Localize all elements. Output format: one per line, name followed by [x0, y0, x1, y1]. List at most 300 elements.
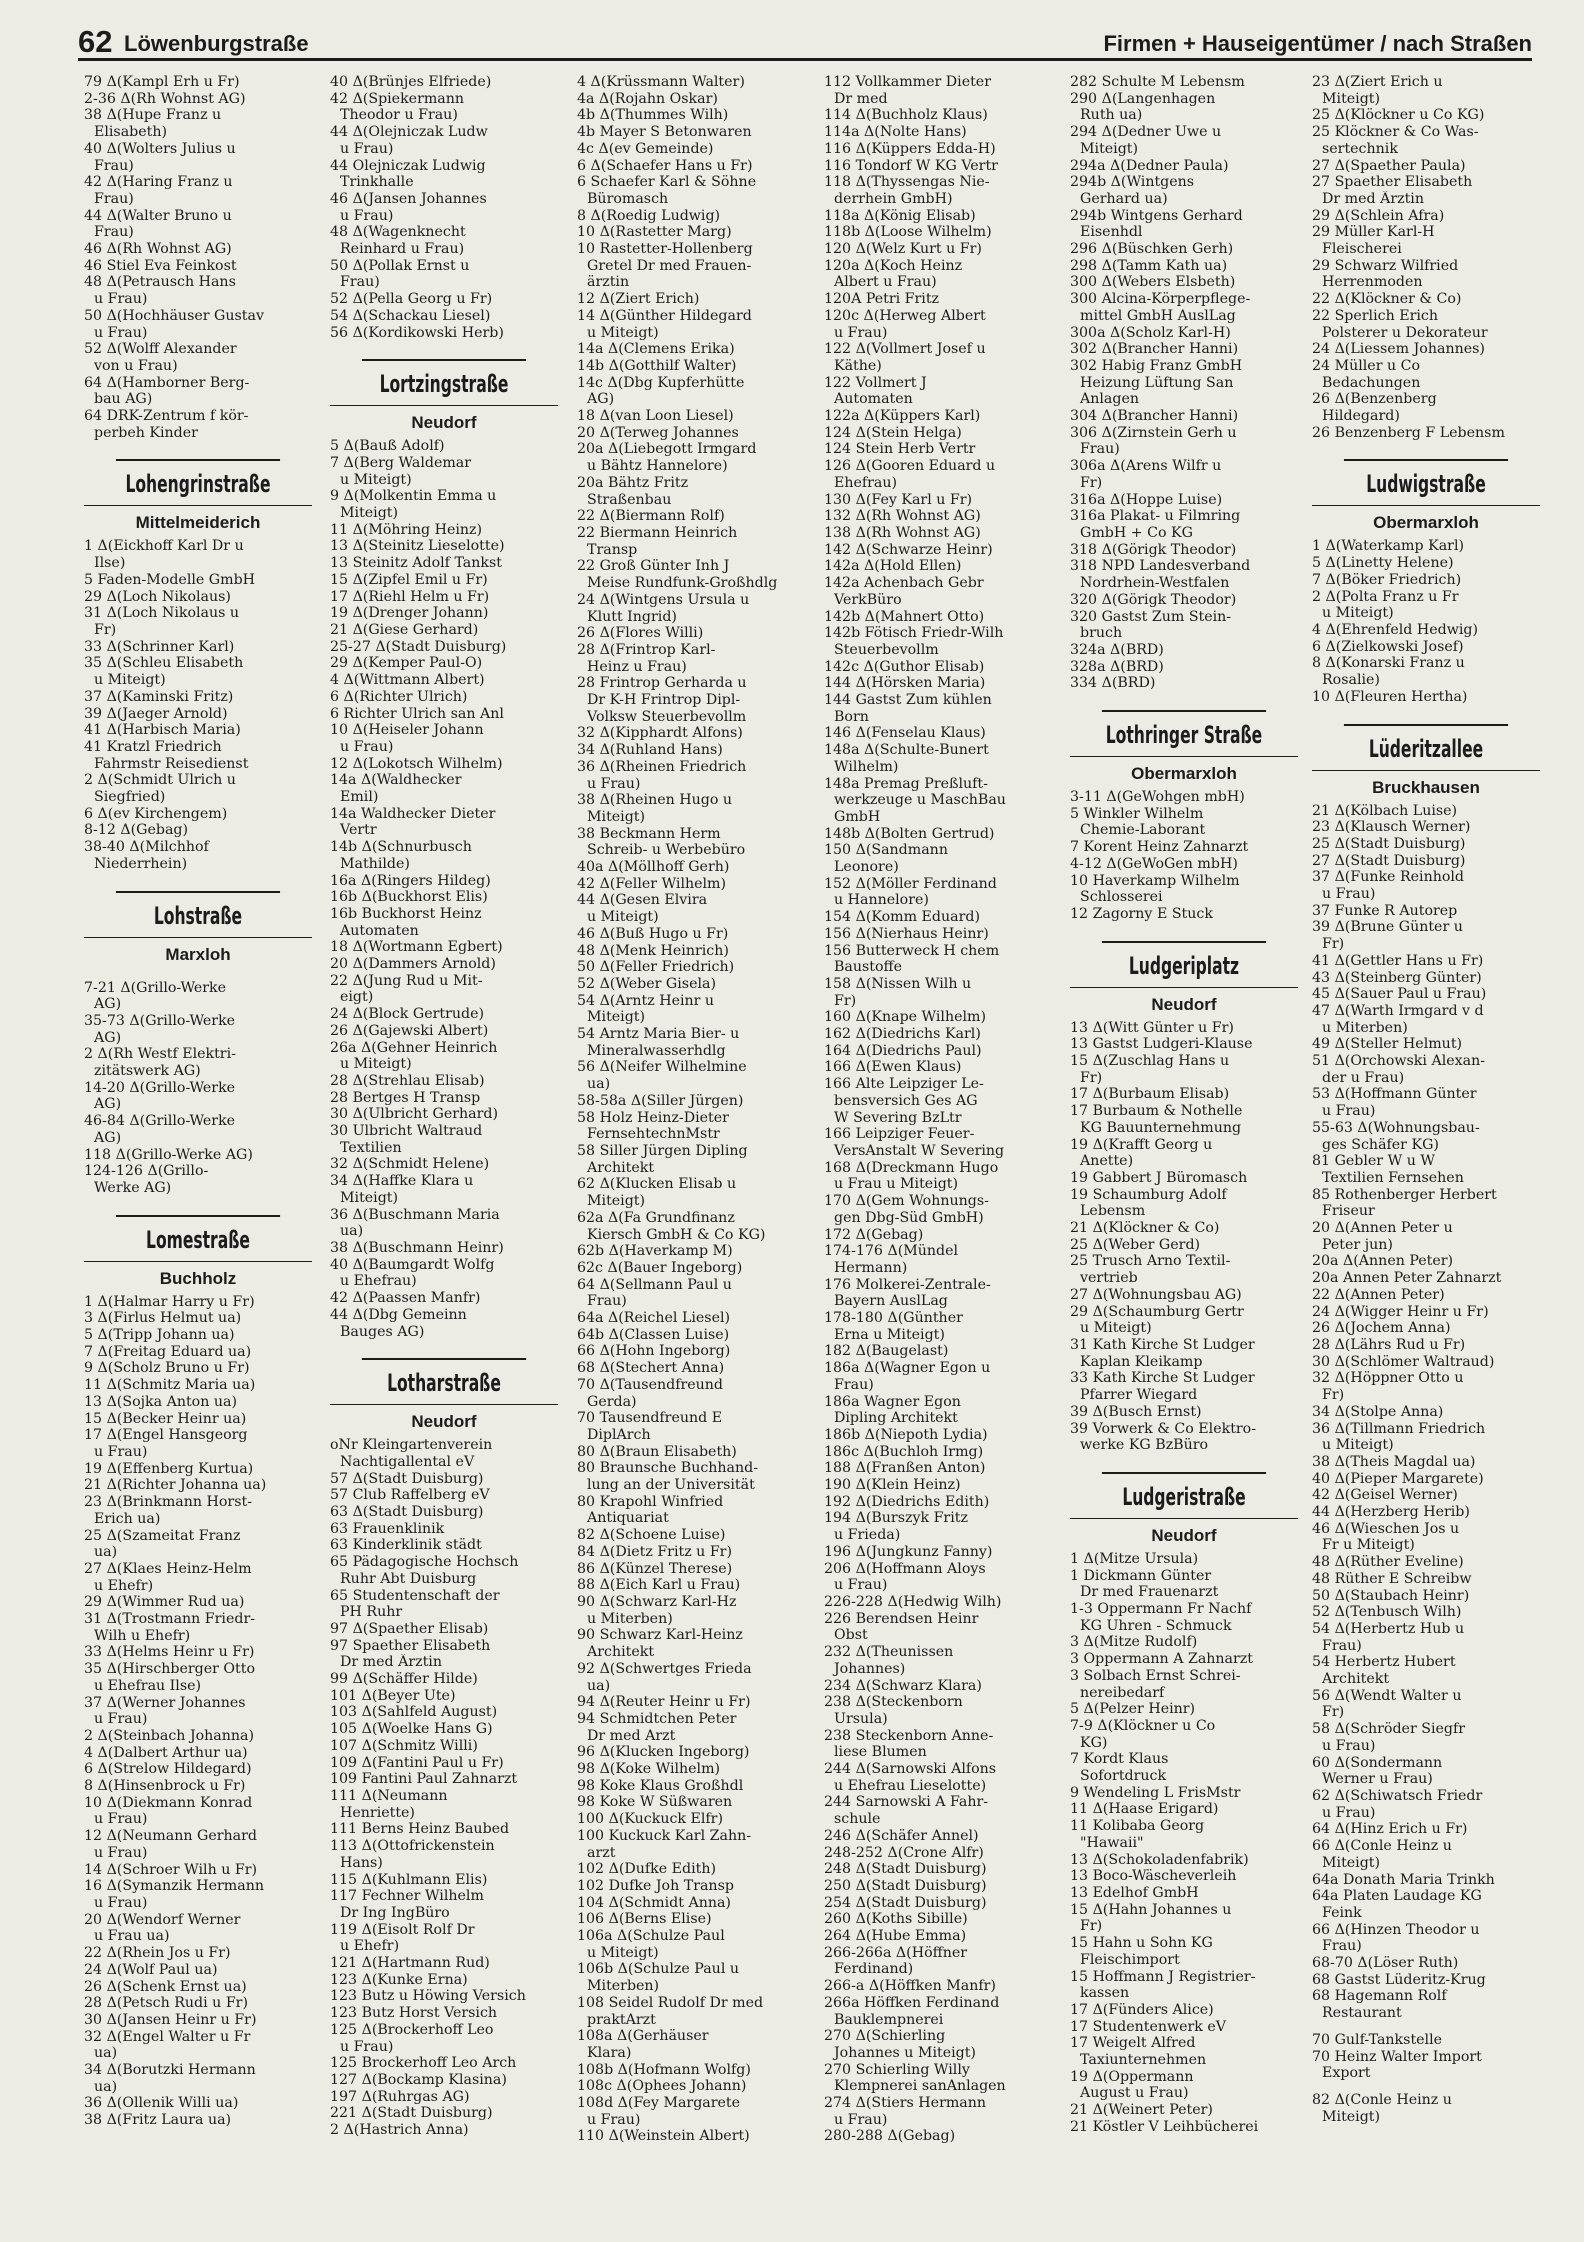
entry: 46 Δ(Jansen Johannes [330, 190, 487, 207]
entry: 294a Δ(Dedner Paula) [1070, 157, 1229, 174]
entry: 38 Δ(Hupe Franz u [84, 107, 222, 124]
entry: 100 Δ(Kuckuck Elfr) [577, 1811, 723, 1828]
entry: 38 Δ(Theis Magdal ua) [1312, 1453, 1476, 1470]
entry: 4 Δ(Krüssmann Walter) [577, 74, 745, 90]
entry: 120 Δ(Welz Kurt u Fr) [824, 241, 982, 258]
entry-continuation: Sofortdruck [1080, 1768, 1167, 1785]
entry-continuation: Frau) [94, 157, 134, 174]
entry-continuation: Automaten [340, 922, 419, 939]
entry-continuation: Hermann) [834, 1259, 908, 1276]
entry: 84 Δ(Dietz Fritz u Fr) [577, 1543, 732, 1560]
entry: 43 Δ(Steinberg Günter) [1312, 969, 1482, 986]
entry-continuation: zitätswerk AG) [94, 1063, 201, 1080]
entry: 22 Groß Günter Inh J [577, 558, 730, 575]
entry: 15 Hoffmann J Registrier- [1070, 1968, 1256, 1985]
entry: 226-228 Δ(Hedwig Wilh) [824, 1593, 1002, 1610]
entry: 4 Δ(Dalbert Arthur ua) [84, 1744, 248, 1761]
entry-continuation: Dr Ing IngBüro [340, 1904, 450, 1921]
entry: 22 Δ(Biermann Rolf) [577, 508, 725, 525]
entry-continuation: Erna u Miteigt) [834, 1326, 945, 1343]
entry: 80 Δ(Braun Elisabeth) [577, 1443, 737, 1460]
entry: 33 Kath Kirche St Ludger [1070, 1370, 1255, 1387]
entry: 102 Dufke Joh Transp [577, 1877, 734, 1894]
entry: 12 Δ(Neumann Gerhard [84, 1828, 257, 1845]
entry: 99 Δ(Schäffer Hilde) [330, 1671, 478, 1688]
entry-continuation: Textilien [340, 1139, 402, 1156]
entry: 232 Δ(Theunissen [824, 1644, 954, 1661]
entry: 7-21 Δ(Grillo-Werke [84, 979, 227, 996]
entry: 70 Heinz Walter Import [1312, 2048, 1482, 2065]
entry: 35 Δ(Schleu Elisabeth [84, 655, 244, 672]
entry-continuation: Hildegard) [1322, 408, 1400, 425]
entry-continuation: Peter jun) [1322, 1236, 1393, 1253]
entry: 38-40 Δ(Milchhof [84, 839, 209, 856]
entry-continuation: u Frau ua) [94, 1928, 170, 1945]
entry: 2 Δ(Hastrich Anna) [330, 2122, 469, 2139]
entry: 42 Δ(Feller Wilhelm) [577, 875, 727, 892]
entry: 28 Δ(Strehlau Elisab) [330, 1072, 485, 1089]
entry-continuation: Anlagen [1080, 391, 1139, 408]
entry-continuation: Restaurant [1322, 2005, 1402, 2022]
entry: 238 Steckenborn Anne- [824, 1727, 994, 1744]
entry: 290 Δ(Langenhagen [1070, 90, 1216, 107]
entry: 2 Δ(Schmidt Ulrich u [84, 772, 236, 789]
district-heading: Mittelmeiderich [84, 505, 312, 534]
entry: 20 Δ(Wendorf Werner [84, 1911, 241, 1928]
entry: 2-36 Δ(Rh Wohnst AG) [84, 90, 246, 107]
entry: 53 Δ(Hoffmann Günter [1312, 1086, 1477, 1103]
entry: 63 Kinderklinik städt [330, 1537, 482, 1554]
entry-continuation: u Frau u Miteigt) [834, 1176, 959, 1193]
entry-continuation: Klutt Ingrid) [587, 608, 677, 625]
entry: 5 Winkler Wilhelm [1070, 805, 1204, 822]
entry: 24 Δ(Wigger Heinr u Fr) [1312, 1303, 1489, 1320]
entry: 98 Koke W Süßwaren [577, 1794, 733, 1811]
entry-continuation: Automaten [834, 391, 913, 408]
entry: 190 Δ(Klein Heinz) [824, 1477, 961, 1494]
entry: 4c Δ(ev Gemeinde) [577, 140, 714, 157]
entry: 28 Bertges H Transp [330, 1089, 481, 1106]
entry: 36 Δ(Tillmann Friedrich [1312, 1420, 1486, 1437]
entry: 31 Δ(Trostmann Friedr- [84, 1611, 256, 1628]
entry-continuation: DiplArch [587, 1426, 651, 1443]
entry: 7 Kordt Klaus [1070, 1751, 1169, 1768]
entry: 64 Δ(Hamborner Berg- [84, 374, 250, 391]
entry-continuation: u Frau) [1322, 1103, 1376, 1120]
entry: 324a Δ(BRD) [1070, 641, 1164, 658]
entry-continuation: Kaplan Kleikamp [1080, 1353, 1203, 1370]
entry: 38 Δ(Buschmann Heinr) [330, 1240, 504, 1256]
district-heading: Neudorf [1070, 1518, 1298, 1547]
street-heading: Lomestraße [116, 1215, 280, 1255]
entry: 14c Δ(Dbg Kupferhütte [577, 374, 745, 391]
entry-continuation: u Frau) [834, 2111, 888, 2128]
entry-continuation: Frau) [1080, 441, 1120, 458]
entry: 21 Δ(Kölbach Luise) [1312, 802, 1458, 819]
entry: 334 Δ(BRD) [1070, 675, 1156, 692]
entry: 248-252 Δ(Crone Alfr) [824, 1844, 984, 1861]
entry: 14b Δ(Gotthilf Walter) [577, 357, 737, 374]
entry: 68 Gastst Lüderitz-Krug [1312, 1971, 1486, 1988]
entry: 21 Δ(Giese Gerhard) [330, 621, 479, 638]
entry: 28 Δ(Petsch Rudi u Fr) [84, 1995, 248, 2012]
entry-continuation: u Frau) [340, 207, 394, 224]
entry-continuation: Taxiunternehmen [1080, 2052, 1207, 2069]
entry: 44 Δ(Herzberg Herib) [1312, 1504, 1470, 1521]
entry-continuation: u Frau) [1322, 886, 1376, 903]
street-heading: Ludgeristraße [1102, 1472, 1266, 1512]
entry: 37 Δ(Werner Johannes [84, 1694, 246, 1711]
entry-continuation: bensversich Ges AG [834, 1092, 978, 1109]
entry: 44 Olejniczak Ludwig [330, 157, 486, 174]
entry: 35 Δ(Hirschberger Otto [84, 1661, 256, 1678]
entry: 29 Schwarz Wilfried [1312, 257, 1459, 274]
entry: 68 Δ(Stechert Anna) [577, 1360, 725, 1377]
entry-continuation: Heizung Lüftung San [1080, 374, 1234, 391]
entry: 104 Δ(Schmidt Anna) [577, 1894, 731, 1911]
entry: 64a Donath Maria Trinkh [1312, 1871, 1495, 1888]
entry-continuation: Transp [587, 541, 638, 558]
entry: 118a Δ(König Elisab) [824, 207, 976, 224]
entry-continuation: mittel GmbH AuslLag [1080, 307, 1236, 324]
street-heading: Ludwigstraße [1344, 459, 1508, 499]
entry-continuation: Frau) [1322, 1938, 1362, 1955]
spacer [1312, 2082, 1540, 2092]
street-heading: Lohstraße [116, 891, 280, 931]
entry-continuation: von u Frau) [94, 357, 178, 374]
entry: 221 Δ(Stadt Duisburg) [330, 2105, 493, 2122]
entry: 168 Δ(Dreckmann Hugo [824, 1159, 999, 1176]
entry: 31 Kath Kirche St Ludger [1070, 1337, 1255, 1353]
entry: 16b Δ(Buckhorst Elis) [330, 889, 488, 906]
entry-continuation: Antiquariat [587, 1510, 669, 1527]
entry: 66 Δ(Hohn Ingeborg) [577, 1343, 731, 1360]
entry: 36 Δ(Rheinen Friedrich [577, 758, 747, 775]
entry: 244 Δ(Sarnowski Alfons [824, 1761, 997, 1778]
entry: 142 Δ(Schwarze Heinr) [824, 541, 993, 558]
entry: 64 Δ(Hinz Erich u Fr) [1312, 1821, 1468, 1838]
entry-continuation: perbeh Kinder [94, 424, 198, 441]
entry: 41 Δ(Gettler Hans u Fr) [1312, 952, 1484, 969]
entry: 3 Δ(Firlus Helmut ua) [84, 1310, 242, 1327]
entry: 126 Δ(Gooren Eduard u [824, 458, 996, 475]
entry: 54 Herbertz Hubert [1312, 1654, 1456, 1671]
directory-columns [84, 74, 1540, 2224]
entry-continuation: Mathilde) [340, 855, 410, 872]
entry: 22 Δ(Jung Rud u Mit- [330, 972, 483, 989]
entry: 1 Δ(Halmar Harry u Fr) [84, 1293, 255, 1310]
entry: 50 Δ(Pollak Ernst u [330, 257, 470, 274]
entry-continuation: u Ehefr) [340, 1938, 400, 1955]
entry: 97 Spaether Elisabeth [330, 1637, 491, 1654]
entry: 176 Molkerei-Zentrale- [824, 1276, 991, 1293]
entry: 6 Δ(Strelow Hildegard) [84, 1761, 252, 1778]
entry: 114a Δ(Nolte Hans) [824, 124, 967, 141]
entry: 81 Gebler W u W [1312, 1153, 1435, 1170]
entry-continuation: AG) [94, 1029, 122, 1046]
entry: 52 Δ(Pella Georg u Fr) [330, 291, 493, 308]
entry-continuation: schule [834, 1811, 881, 1828]
entry: 22 Δ(Rhein Jos u Fr) [84, 1945, 231, 1962]
entry-continuation: Miteigt) [587, 808, 646, 825]
entry: 107 Δ(Schmitz Willi) [330, 1737, 478, 1754]
entry: 274 Δ(Stiers Hermann [824, 2095, 987, 2112]
entry-continuation: Dr K-H Frintrop Dipl- [587, 692, 741, 709]
entry: 54 Δ(Arntz Heinr u [577, 992, 715, 1009]
entry: 125 Δ(Brockerhoff Leo [330, 2021, 494, 2038]
entry: 112 Vollkammer Dieter [824, 74, 991, 90]
entry-continuation: KG Uhren - Schmuck [1080, 1617, 1232, 1634]
entry: 56 Δ(Wendt Walter u [1312, 1687, 1462, 1704]
entry: 25 Δ(Stadt Duisburg) [1312, 835, 1466, 852]
entry-continuation: Dr med [834, 90, 888, 107]
entry: 328a Δ(BRD) [1070, 658, 1164, 675]
entry: 48 Rüther E Schreibw [1312, 1570, 1472, 1587]
entry: 21 Δ(Weinert Peter) [1070, 2102, 1213, 2119]
entry: 14-20 Δ(Grillo-Werke [84, 1079, 236, 1096]
running-street-title: Löwenburgstraße [124, 31, 309, 56]
column-6 [1312, 74, 1540, 2224]
entry: 300 Alcina-Körperpflege- [1070, 291, 1251, 308]
entry: 26 Δ(Gajewski Albert) [330, 1022, 489, 1039]
entry: 28 Δ(Lährs Rud u Fr) [1312, 1337, 1466, 1353]
entry: 142b Δ(Mahnert Otto) [824, 608, 985, 625]
entry: 10 Δ(Heiseler Johann [330, 722, 484, 739]
entry-continuation: Dr med Frauenarzt [1080, 1584, 1219, 1601]
entry: 9 Wendeling L FrisMstr [1070, 1784, 1241, 1801]
entry: 40 Δ(Wolters Julius u [84, 140, 236, 157]
entry-continuation: Emil) [340, 789, 379, 806]
district-heading: Marxloh [84, 937, 312, 966]
entry-continuation: kassen [1080, 1985, 1130, 2002]
entry: 14 Δ(Günther Hildegard [577, 307, 752, 324]
entry: 1 Dickmann Günter [1070, 1567, 1212, 1584]
entry: 306 Δ(Zirnstein Gerh u [1070, 424, 1237, 441]
entry: 3-11 Δ(GeWohgen mbH) [1070, 789, 1245, 806]
entry-continuation: ges Schäfer KG) [1322, 1136, 1439, 1153]
entry: 316a Δ(Hoppe Luise) [1070, 491, 1223, 508]
entry-continuation: Schreib- u Werbebüro [587, 842, 746, 859]
entry: 13 Δ(Steinitz Lieselotte) [330, 538, 505, 555]
entry: 32 Δ(Engel Walter u Fr [84, 2028, 251, 2045]
entry-continuation: Trinkhalle [340, 174, 414, 191]
entry: 106b Δ(Schulze Paul u [577, 1961, 739, 1978]
entry: 118b Δ(Loose Wilhelm) [824, 224, 992, 241]
entry-continuation: Bayern AuslLag [834, 1293, 948, 1310]
entry: 9 Δ(Molkentin Emma u [330, 488, 497, 505]
entry: 5 Faden-Modelle GmbH [84, 571, 256, 588]
entry-continuation: Architekt [587, 1644, 655, 1661]
entry: 11 Kolibaba Georg [1070, 1818, 1205, 1835]
entry: 6 Δ(ev Kirchengem) [84, 805, 228, 822]
entry: 24 Δ(Block Gertrude) [330, 1006, 485, 1023]
entry-continuation: Klempnerei sanAnlagen [834, 2078, 1006, 2095]
entry: 7 Δ(Böker Friedrich) [1312, 571, 1462, 588]
entry: 42 Δ(Spiekermann [330, 90, 465, 107]
entry: 238 Δ(Steckenborn [824, 1694, 963, 1711]
entry: 52 Δ(Weber Gisela) [577, 975, 717, 992]
entry: 6 Δ(Richter Ulrich) [330, 688, 468, 705]
entry: 90 Δ(Schwarz Karl-Hz [577, 1593, 737, 1610]
entry: 124 Δ(Stein Helga) [824, 424, 962, 441]
entry-continuation: GmbH [834, 808, 881, 825]
entry-continuation: Fahrmstr Reisedienst [94, 755, 249, 772]
entry-continuation: u Ehefrau Lieselotte) [834, 1777, 987, 1794]
entry: 68-70 Δ(Löser Ruth) [1312, 1955, 1459, 1972]
entry: 27 Δ(Stadt Duisburg) [1312, 852, 1466, 869]
entry: 294b Wintgens Gerhard [1070, 207, 1243, 224]
entry-continuation: Friseur [1322, 1203, 1375, 1220]
entry-continuation: arzt [587, 1844, 616, 1861]
entry: 46 Δ(Buß Hugo u Fr) [577, 925, 729, 942]
district-heading: Bruckhausen [1312, 770, 1540, 799]
entry: 109 Δ(Fantini Paul u Fr) [330, 1754, 504, 1771]
entry: 1 Δ(Eickhoff Karl Dr u [84, 538, 244, 555]
entry: 12 Zagorny E Stuck [1070, 905, 1213, 922]
entry-continuation: u Frau) [834, 324, 888, 341]
entry: 24 Δ(Wintgens Ursula u [577, 591, 750, 608]
entry: 82 Δ(Schoene Luise) [577, 1527, 726, 1544]
entry: 41 Kratzl Friedrich [84, 738, 222, 755]
entry: 70 Δ(Tausendfreund [577, 1376, 723, 1393]
entry: 14b Δ(Schnurbusch [330, 839, 472, 856]
entry: 103 Δ(Sahlfeld August) [330, 1704, 498, 1721]
entry: 31 Δ(Loch Nikolaus u [84, 605, 240, 622]
entry: 47 Δ(Warth Irmgard v d [1312, 1002, 1484, 1019]
entry: 4 Δ(Ehrenfeld Hedwig) [1312, 621, 1479, 638]
entry: 270 Δ(Schierling [824, 2028, 946, 2045]
entry-continuation: Leonore) [834, 859, 899, 876]
entry: 51 Δ(Orchowski Alexan- [1312, 1053, 1486, 1070]
entry: 188 Δ(Franßen Anton) [824, 1460, 986, 1477]
entry: 192 Δ(Diedrichs Edith) [824, 1493, 990, 1510]
entry: 318 NPD Landesverband [1070, 558, 1251, 575]
entry: 44 Δ(Olejniczak Ludw [330, 124, 488, 141]
entry-continuation: Textilien Fernsehen [1322, 1169, 1464, 1186]
entry: 108 Seidel Rudolf Dr med [577, 1994, 764, 2011]
entry: 254 Δ(Stadt Duisburg) [824, 1894, 987, 1911]
entry-continuation: Werke AG) [94, 1179, 172, 1196]
entry: 40a Δ(Möllhoff Gerh) [577, 859, 730, 876]
entry-continuation: u Miteigt) [587, 324, 659, 341]
entry-continuation: bau AG) [94, 391, 153, 408]
entry-continuation: AG) [587, 391, 615, 408]
entry: 35-73 Δ(Grillo-Werke [84, 1012, 236, 1029]
entry: 150 Δ(Sandmann [824, 842, 948, 859]
district-heading: Obermarxloh [1312, 505, 1540, 534]
entry: 42 Δ(Haring Franz u [84, 174, 233, 191]
entry: 246 Δ(Schäfer Annel) [824, 1827, 979, 1844]
entry: 7 Korent Heinz Zahnarzt [1070, 839, 1249, 856]
entry: 20 Δ(Dammers Arnold) [330, 956, 496, 973]
entry-continuation: nereibedarf [1080, 1684, 1165, 1701]
entry: 121 Δ(Hartmann Rud) [330, 1955, 490, 1972]
entry: 25-27 Δ(Stadt Duisburg) [330, 638, 507, 655]
entry: 45 Δ(Sauer Paul u Frau) [1312, 986, 1487, 1003]
entry: 27 Δ(Klaes Heinz-Helm [84, 1560, 252, 1577]
entry: 186b Δ(Niepoth Lydia) [824, 1426, 988, 1443]
entry: 2 Δ(Polta Franz u Fr [1312, 588, 1459, 605]
entry: 250 Δ(Stadt Duisburg) [824, 1877, 987, 1894]
entry-continuation: GmbH + Co KG [1080, 524, 1193, 541]
entry-continuation: eigt) [340, 989, 374, 1006]
entry: 11 Δ(Schmitz Maria ua) [84, 1377, 256, 1394]
entry: 30 Δ(Schlömer Waltraud) [1312, 1353, 1495, 1370]
entry-continuation: Reinhard u Frau) [340, 241, 465, 258]
entry-continuation: Ursula) [834, 1710, 888, 1727]
entry: 280-288 Δ(Gebag) [824, 2128, 956, 2145]
entry: 142c Δ(Guthor Elisab) [824, 658, 985, 675]
entry-continuation: Meise Rundfunk-Großhdlg [587, 575, 778, 592]
entry-continuation: Fr) [834, 992, 857, 1009]
entry: 304 Δ(Brancher Hanni) [1070, 408, 1239, 425]
entry: 13 Gastst Ludgeri-Klause [1070, 1036, 1253, 1053]
entry-continuation: Käthe) [834, 357, 882, 374]
entry-continuation: bruch [1080, 625, 1123, 642]
entry-continuation: u Miteigt) [587, 1944, 659, 1961]
entry: 50 Δ(Staubach Heinr) [1312, 1587, 1470, 1604]
entry: 302 Habig Franz GmbH [1070, 357, 1243, 374]
column-5 [1070, 74, 1298, 2224]
column-2 [330, 74, 558, 2224]
entry-continuation: Polsterer u Dekorateur [1322, 324, 1488, 341]
entry-continuation: u Miterben) [587, 1610, 673, 1627]
entry: 15 Δ(Zipfel Emil u Fr) [330, 571, 488, 588]
entry: 70 Gulf-Tankstelle [1312, 2031, 1443, 2048]
entry: 106 Δ(Berns Elise) [577, 1911, 712, 1928]
entry: 64a Platen Laudage KG [1312, 1888, 1482, 1905]
entry: 264 Δ(Hube Emma) [824, 1928, 967, 1945]
entry: 44 Δ(Dbg Gemeinn [330, 1306, 467, 1323]
entry: 17 Weigelt Alfred [1070, 2035, 1196, 2052]
entry-continuation: AG) [94, 996, 122, 1013]
entry: 7 Δ(Freitag Eduard ua) [84, 1343, 252, 1360]
entry: 57 Club Raffelberg eV [330, 1487, 490, 1504]
entry: 85 Rothenberger Herbert [1312, 1186, 1497, 1203]
entry: 226 Berendsen Heinr [824, 1610, 979, 1627]
entry: 34 Δ(Stolpe Anna) [1312, 1403, 1444, 1420]
entry: 29 Δ(Schaumburg Gertr [1070, 1303, 1244, 1320]
street-heading: Ludgeriplatz [1102, 941, 1266, 981]
entry: 111 Berns Heinz Baubed [330, 1821, 510, 1838]
entry-continuation: Niederrhein) [94, 855, 188, 872]
entry-continuation: ua) [340, 1223, 364, 1240]
entry-continuation: Miterben) [587, 1978, 660, 1995]
entry-continuation: Nordrhein-Westfalen [1080, 575, 1230, 592]
entry: 30 Δ(Ulbricht Gerhard) [330, 1106, 499, 1123]
entry: 142a Achenbach Gebr [824, 575, 984, 592]
entry: 19 Δ(Drenger Johann) [330, 605, 489, 622]
entry-continuation: Ferdinand) [834, 1961, 914, 1978]
entry-continuation: Johannes u Miteigt) [834, 2044, 976, 2061]
entry: 56 Δ(Kordikowski Herb) [330, 324, 504, 341]
column-1 [84, 74, 312, 2224]
entry: 64b Δ(Classen Luise) [577, 1326, 730, 1343]
entry: 148a Δ(Schulte-Bunert [824, 742, 989, 759]
entry-continuation: praktArzt [587, 2011, 656, 2028]
column-4 [824, 74, 1052, 2224]
entry: 4b Mayer S Betonwaren [577, 124, 752, 141]
entry: 160 Δ(Knape Wilhelm) [824, 1009, 987, 1026]
entry: 144 Gastst Zum kühlen [824, 692, 992, 709]
entry: 120c Δ(Herweg Albert [824, 307, 986, 324]
entry: 97 Δ(Spaether Elisab) [330, 1620, 489, 1637]
entry: 16b Buckhorst Heinz [330, 905, 482, 922]
entry-continuation: AG) [94, 1129, 122, 1146]
entry-continuation: u Frau) [340, 2038, 394, 2055]
entry-continuation: liese Blumen [834, 1744, 927, 1761]
entry-continuation: u Miteigt) [587, 909, 659, 926]
